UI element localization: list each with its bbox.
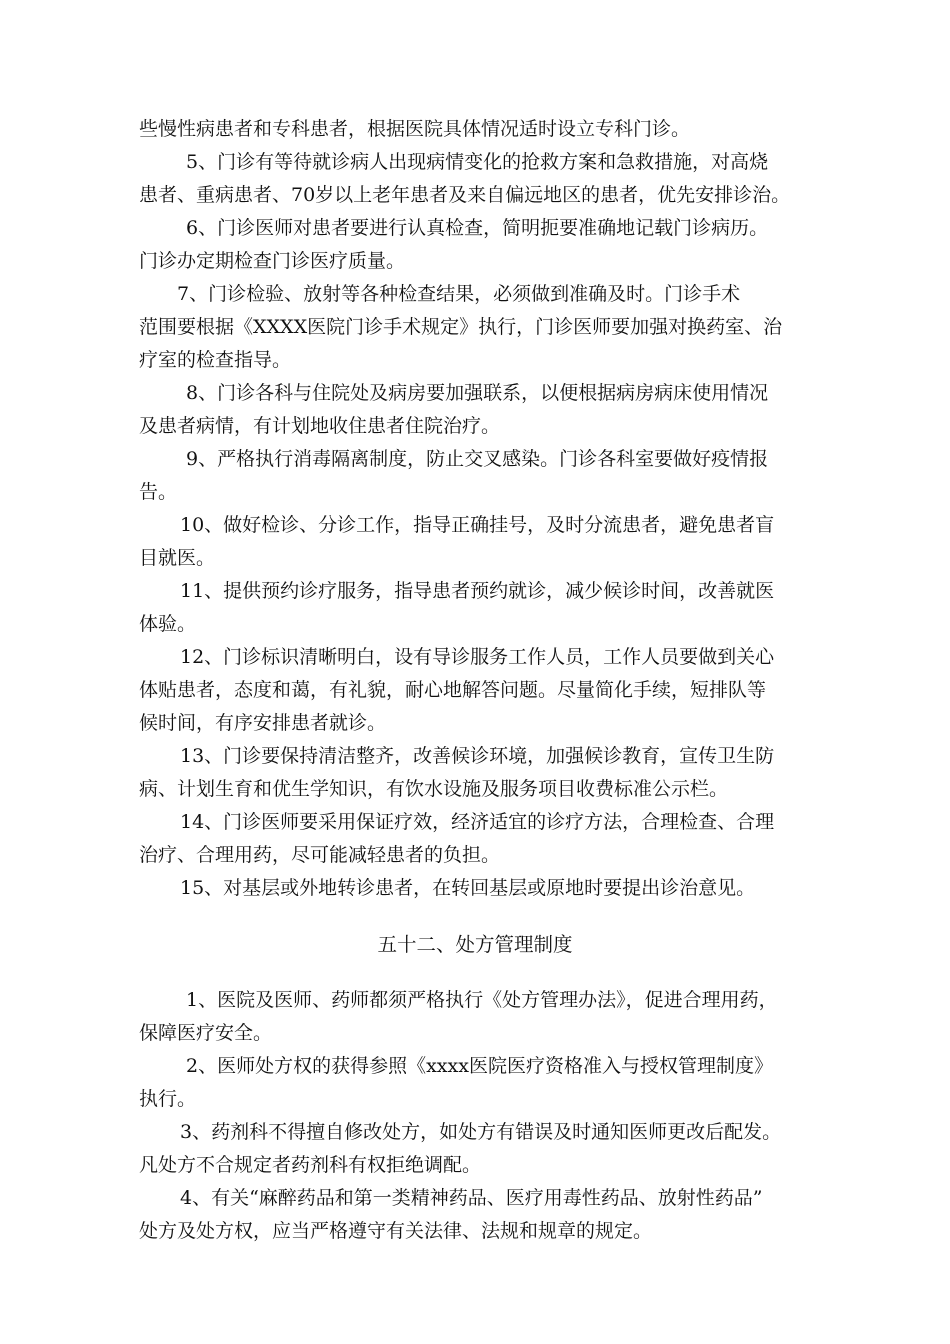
text-line: 5、门诊有等待就诊病人出现病情变化的抢救方案和急救措施，对高烧 xyxy=(186,151,769,173)
text-line: 1、医院及医师、药师都须严格执行《处方管理办法》，促进合理用药， xyxy=(186,989,778,1011)
text-line: 10、做好检诊、分诊工作，指导正确挂号，及时分流患者，避免患者盲 xyxy=(180,514,775,536)
text-line: 些慢性病患者和专科患者，根据医院具体情况适时设立专科门诊。 xyxy=(139,118,691,140)
text-line: 8、门诊各科与住院处及病房要加强联系，以便根据病房病床使用情况 xyxy=(186,382,769,404)
text-line: 4、有关“麻醉药品和第一类精神药品、医疗用毒性药品、放射性药品” xyxy=(180,1187,763,1209)
text-line: 体验。 xyxy=(139,613,197,635)
text-line: 9、严格执行消毒隔离制度，防止交叉感染。门诊各科室要做好疫情报 xyxy=(186,448,769,470)
text-line: 7、门诊检验、放射等各种检查结果，必须做到准确及时。门诊手术 xyxy=(177,283,741,305)
text-line: 14、门诊医师要采用保证疗效，经济适宜的诊疗方法，合理检查、合理 xyxy=(180,811,775,833)
text-line: 处方及处方权，应当严格遵守有关法律、法规和规章的规定。 xyxy=(139,1220,653,1242)
text-line: 范围要根据《XXXX医院门诊手术规定》执行，门诊医师要加强对换药室、治 xyxy=(139,316,783,338)
text-line: 保障医疗安全。 xyxy=(139,1022,273,1044)
text-line: 11、提供预约诊疗服务，指导患者预约就诊，减少候诊时间，改善就医 xyxy=(180,580,775,602)
text-line: 告。 xyxy=(139,481,178,503)
text-line: 病、计划生育和优生学知识，有饮水设施及服务项目收费标准公示栏。 xyxy=(139,778,729,800)
text-line: 及患者病情，有计划地收住患者住院治疗。 xyxy=(139,415,501,437)
text-line: 候时间，有序安排患者就诊。 xyxy=(139,712,387,734)
text-line: 3、药剂科不得擅自修改处方，如处方有错误及时通知医师更改后配发。 xyxy=(180,1121,782,1143)
text-line: 13、门诊要保持清洁整齐，改善候诊环境，加强候诊教育，宣传卫生防 xyxy=(180,745,775,767)
text-line: 目就医。 xyxy=(139,547,216,569)
text-line: 凡处方不合规定者药剂科有权拒绝调配。 xyxy=(139,1154,482,1176)
text-line: 6、门诊医师对患者要进行认真检查，简明扼要准确地记载门诊病历。 xyxy=(186,217,769,239)
text-line: 疗室的检查指导。 xyxy=(139,349,292,371)
text-line: 治疗、合理用药，尽可能减轻患者的负担。 xyxy=(139,844,501,866)
text-line: 患者、重病患者、70岁以上老年患者及来自偏远地区的患者，优先安排诊治。 xyxy=(139,184,791,206)
text-line: 12、门诊标识清晰明白，设有导诊服务工作人员，工作人员要做到关心 xyxy=(180,646,775,668)
text-line: 体贴患者，态度和蔼，有礼貌，耐心地解答问题。尽量简化手续，短排队等 xyxy=(139,679,767,701)
text-line: 2、医师处方权的获得参照《xxxx医院医疗资格准入与授权管理制度》 xyxy=(186,1055,773,1077)
section-heading: 五十二、处方管理制度 xyxy=(377,933,573,956)
text-line: 15、对基层或外地转诊患者，在转回基层或原地时要提出诊治意见。 xyxy=(180,877,756,899)
text-line: 执行。 xyxy=(139,1088,197,1110)
text-line: 门诊办定期检查门诊医疗质量。 xyxy=(139,250,406,272)
